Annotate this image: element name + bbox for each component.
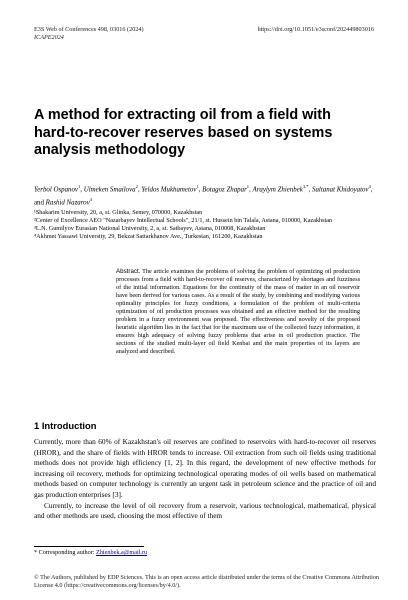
author-name: Yerbol Ospanov [34,186,78,194]
author-name: Ulmeken Smailova [83,186,136,194]
author-affiliation-mark: 1 [77,184,81,189]
section-heading: 1 Introduction [34,420,97,431]
corresponding-author-footnote [34,549,147,556]
affiliation-list [34,209,379,241]
body-paragraph: Currently, more than 60% of Kazakhstan's oil reserves are confined to reservoirs with hard-to-recover oil reserves (HROR), and the share of fields with HROR tends to increase. Oil extraction from such oil fields using traditional methods does not provide high efficiency [1, 2]. In this regard, the development of new effective methods for increasing oil recovery, methods for optimizing technological operating modes of oil wells based on mathematical methods based on computer technology is currently an urgent task in petroleum science and the practice of oil and gas production enterprises [3]. [34,437,376,499]
author-affiliation-mark: 4 [368,184,371,189]
author-list: Yerbol Ospanov$^1$, Ulmeken Smailova$^2$, Yeldos Mukhametov$^1$, Botagoz Zhapar$^1$, Araylym Zhienbek$^{3,*}$, Saltanat Khidoyatov$^4$, and Rashid Nazarov$^4$ [34,184,373,207]
running-header-left [34,26,144,42]
body-paragraph: Currently, to increase the level of oil recovery from a reservoir, various technological, mathematical, physical and other methods are used, choosing the most effective of them [34,500,376,521]
affiliation: ¹Shakarim University, 20, a, st. Glinka, Semey, 070000, Kazakhstan [34,209,203,216]
footnote-label: * Corresponding author: [34,549,97,556]
abstract [116,268,360,357]
author-affiliation-mark: 2 [135,184,138,189]
affiliation: ⁴Akhmet Yassawi University, 29, Bekzat Sattarkhanov Ave., Turkestan, 161200, Kazakhstan [34,233,263,241]
email-link[interactable]: Zhienbek.a@mail.ru [96,549,148,556]
abstract-text: The article examines the problems of solving the problem of optimizing oil production processes from a field with hard-to-recover oil reserves, characterized by shortages and fuzziness of the initial information. Equations for the continuity of the mass of matter in an oil reservoir have been derived for various cases. As a result of the study, by combining and modifying various optimality principles for fuzzy conditions, a formulation of the problem of multi-criteria optimization of oil production processes was obtained and an effective method for the resulting problem in a fuzzy environment was proposed. The effectiveness and novelty of the proposed heuristic algorithm lies in the fact that for the maximum use of the collected fuzzy information, it ensures high adequacy of solving fuzzy problems that arise in oil production practice. The sections of the studied multi-layer oil field Kenbai and the main properties of its layers are analyzed and described. [116,268,360,356]
author-name: Rashid Nazarov [45,199,90,207]
author-affiliation-mark: 1 [246,184,250,189]
affiliation: ³L.N. Gumilyov Eurasian National University, 2, a, st. Satbayev, Astana, 010008, Kazakhstan [34,225,266,233]
doi-link[interactable]: https://doi.org/10.1051/e3sconf/202449803016 [257,26,374,33]
conference-name: ICAPE2024 [34,34,64,41]
license-footer: © The Authors, published by EDP Sciences. This is an open access article distributed under the terms of the Creative Commons Attribution License 4.0 (https://creativecommons.org/licenses/by/4.0/). [34,574,380,589]
author-affiliation-mark: 3,* [302,184,309,189]
paper-title: A method for extracting oil from a field with hard-to-recover reserves based on systems analysis methodology [34,107,333,158]
author-name: Botagoz Zhapar [202,186,247,194]
author-name: Saltanat Khidoyatov [312,186,369,194]
journal-reference: E3S Web of Conferences 498, 03016 (2024) [34,26,144,33]
abstract-label: Abstract. [116,268,141,275]
author-name: Araylym Zhienbek [252,186,303,194]
author-affiliation-mark: 1 [196,184,199,189]
affiliation: ²Center of Excellence AEO "Nazarbayev Intellectual Schools", 21/1, st. Hussein bin Talala, Astana, 010000, Kazakhstan [34,217,333,225]
footnote-divider [34,546,144,547]
author-name: Yeldos Mukhametov [141,186,197,194]
section-body [34,437,376,522]
author-affiliation-mark: 4 [89,196,92,202]
